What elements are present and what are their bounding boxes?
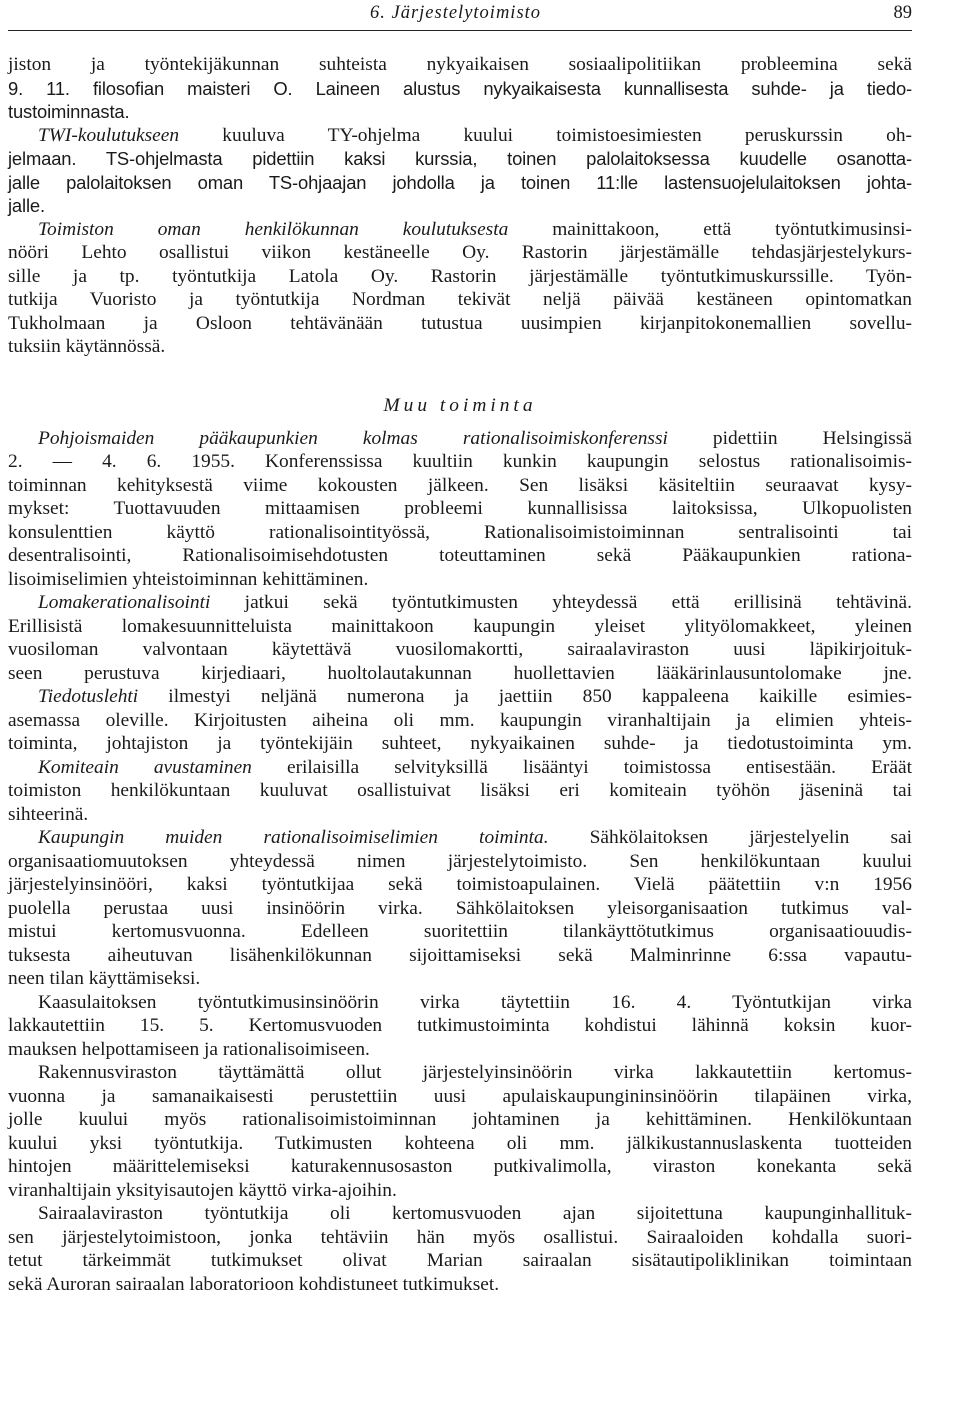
line-text: tuksiin käytännössä.	[8, 336, 166, 357]
line-text: pidettiin Helsingissä	[667, 427, 912, 449]
text-line	[8, 709, 912, 733]
line-text: nööri Lehto osallistui viikon kestäneelle Oy. Rastorin järjestämälle tehdasjärjestelykurs-	[8, 242, 912, 263]
text-line	[8, 1038, 912, 1062]
text-line	[8, 756, 912, 780]
italic-run-in: Kaupungin muiden rationalisoimiselimien toiminta.	[38, 827, 549, 848]
line-text: asemassa oleville. Kirjoitusten aiheina oli mm. kaupungin viranhaltijain ja elimien yhteis-	[8, 709, 912, 731]
line-text: jalle.	[8, 195, 45, 216]
line-text: toiminnan kehityksestä viime kokousten jälkeen. Sen lisäksi käsiteltiin seuraavat kysy-	[8, 474, 912, 496]
line-text: sen järjestelytoimistoon, jonka tehtäviin hän myös osallistui. Sairaaloiden kohdalla suori-	[8, 1226, 912, 1248]
line-text: hintojen määrittelemiseksi katurakennusosaston putkivalimolla, viraston konekanta sekä	[8, 1156, 912, 1177]
line-text: erilaisilla selvityksillä lisääntyi toimistossa entisestään. Eräät	[251, 756, 912, 778]
text-line	[8, 77, 912, 101]
page-number: 89	[893, 3, 912, 23]
line-text: vuosiloman valvontaan käytettävä vuosilomakortti, sairaalaviraston uusi läpikirjoituk-	[8, 639, 912, 660]
text-line	[8, 1273, 912, 1297]
line-text: jolle kuului myös rationalisoimistoiminnan johtaminen ja kehittäminen. Henkilökuntaan	[8, 1109, 912, 1130]
line-text: sekä Auroran sairaalan laboratorioon kohdistuneet tutkimukset.	[8, 1273, 500, 1295]
line-text: 2. — 4. 6. 1955. Konferenssissa kuultiin kunkin kaupungin selostus rationalisoimis-	[8, 451, 912, 472]
line-text: kuului yksi työntutkija. Tutkimusten kohteena oli mm. jälkikustannuslaskenta tuotteiden	[8, 1132, 912, 1154]
line-text: Rakennusviraston täyttämättä ollut järjestelyinsinöörin virka lakkautettiin kertomus-	[38, 1062, 912, 1083]
text-line	[8, 450, 912, 474]
section-heading: Muu toiminta	[383, 394, 537, 416]
text-line	[8, 568, 912, 592]
text-line	[8, 615, 912, 639]
text-line	[8, 1014, 912, 1038]
line-text: jatkui sekä työntutkimusten yhteydessä että erillisinä tehtävinä.	[210, 592, 912, 613]
line-text: sille ja tp. työntutkija Latola Oy. Rastorin järjestämälle työntutkimuskurssille. Työn-	[8, 265, 912, 287]
line-text: tuksesta aiheutuvan lisähenkilökunnan sijoittamiseksi sekä Malminrinne 6:ssa vapautu-	[8, 944, 912, 966]
text-line	[8, 944, 912, 968]
text-line	[8, 171, 912, 195]
line-text: tetut tärkeimmät tutkimukset olivat Marian sairaalan sisätautipoliklinikan toimintaan	[8, 1250, 912, 1271]
text-line	[8, 241, 912, 265]
text-line	[8, 1179, 912, 1203]
text-line	[8, 897, 912, 921]
line-text: Sairaalaviraston työntutkija oli kertomusvuoden ajan sijoitettuna kaupunginhallituk-	[38, 1203, 912, 1224]
line-text: lakkautettiin 15. 5. Kertomusvuoden tutkimustoiminta kohdistui lähinnä koksin kuor-	[8, 1015, 912, 1036]
running-head	[8, 0, 912, 30]
text-line	[8, 850, 912, 874]
line-text: ilmestyi neljänä numerona ja jaettiin 850 kappaleena kaikille esimies-	[138, 686, 912, 707]
italic-run-in: Komiteain avustaminen	[38, 756, 252, 778]
italic-run-in: TWI-koulutukseen	[38, 124, 180, 146]
header-rule	[8, 30, 912, 31]
text-line	[8, 803, 912, 827]
line-text: mykset: Tuottavuuden mittaamisen probleemi kunnallisissa laitoksissa, Ulkopuolisten	[8, 498, 912, 519]
line-text: konsulenttien käyttö rationalisointityössä, Rationalisoimistoiminnan sentralisointi tai	[8, 521, 912, 543]
text-line	[8, 1226, 912, 1250]
text-line	[8, 100, 912, 124]
line-text: Erillisistä lomakesuunnitteluista mainittakoon kaupungin yleiset ylityölomakkeet, yleinen	[8, 615, 912, 637]
text-line	[8, 991, 912, 1015]
line-text: organisaatiomuutoksen yhteydessä nimen järjestelytoimisto. Sen henkilökuntaan kuului	[8, 850, 912, 872]
line-text: tutkija Vuoristo ja työntutkija Nordman tekivät neljä päivää kestäneen opintomatkan	[8, 289, 912, 310]
line-text: toimiston henkilökuntaan kuuluvat osallistuivat lisäksi eri komiteain työhön jäseninä tai	[8, 780, 912, 801]
text-line	[8, 1249, 912, 1273]
line-text: jalle palolaitoksen oman TS-ohjaajan johdolla ja toinen 11:lle lastensuojelulaitoksen johta-	[8, 171, 912, 193]
line-text: jiston ja työntekijäkunnan suhteista nykyaikaisen sosiaalipolitiikan probleemina sekä	[8, 54, 912, 75]
text-line	[8, 732, 912, 756]
text-line	[8, 1085, 912, 1109]
line-text: Sähkölaitoksen järjestelyelin sai	[548, 827, 912, 848]
line-text: Kaasulaitoksen työntutkimusinsinöörin virka täytettiin 16. 4. Työntutkijan virka	[38, 991, 912, 1013]
line-text: tustoiminnasta.	[8, 101, 130, 122]
line-text: kuuluva TY-ohjelma kuului toimistoesimiesten peruskurssin oh-	[179, 124, 912, 146]
body-text	[8, 53, 912, 1296]
text-line	[8, 662, 912, 686]
chapter-title: 6. Järjestelytoimisto	[370, 3, 542, 23]
text-line	[8, 1108, 912, 1132]
text-line	[8, 591, 912, 615]
text-line	[8, 779, 912, 803]
line-text: vuonna ja samanaikaisesti perustettiin uusi apulaiskaupungininsinöörin tilapäinen virka,	[8, 1085, 912, 1107]
line-text: jelmaan. TS-ohjelmasta pidettiin kaksi kurssia, toinen palolaitoksessa kuudelle osanotta-	[8, 148, 912, 169]
text-line	[8, 1132, 912, 1156]
text-line	[8, 1155, 912, 1179]
italic-run-in: Tiedotuslehti	[38, 686, 139, 707]
italic-run-in: Pohjoismaiden pääkaupunkien kolmas rationalisoimiskonferenssi	[38, 427, 668, 449]
line-text: lisoimiselimien yhteistoiminnan kehittäminen.	[8, 568, 369, 590]
text-line	[8, 265, 912, 289]
line-text: järjestelyinsinööri, kaksi työntutkijaa sekä toimistoapulainen. Vielä päätettiin v:n 1956	[8, 874, 912, 895]
text-line	[8, 521, 912, 545]
line-text: Tukholmaan ja Osloon tehtävänään tutustua uusimpien kirjanpitokonemallien sovellu-	[8, 312, 912, 334]
italic-run-in: Lomakerationalisointi	[38, 592, 211, 613]
italic-run-in: Toimiston oman henkilökunnan koulutuksesta	[38, 218, 509, 240]
text-line	[8, 920, 912, 944]
line-text: viranhaltijain yksityisautojen käyttö virka-ajoihin.	[8, 1179, 397, 1201]
text-line	[8, 873, 912, 897]
line-text: mauksen helpottamiseen ja rationalisoimiseen.	[8, 1038, 370, 1060]
text-line	[8, 474, 912, 498]
text-line	[8, 53, 912, 77]
text-line	[8, 638, 912, 662]
line-text: neen tilan käyttämiseksi.	[8, 968, 201, 989]
text-line	[8, 685, 912, 709]
line-text: seen perustuva kirjediaari, huoltolautakunnan huollettavien lääkärinlausuntolomake jne.	[8, 662, 912, 684]
document-page	[8, 0, 912, 1296]
text-line	[8, 967, 912, 991]
text-line	[8, 544, 912, 568]
text-line	[8, 1061, 912, 1085]
text-line	[8, 194, 912, 218]
text-line	[8, 312, 912, 336]
text-line	[8, 288, 912, 312]
text-line	[8, 1202, 912, 1226]
text-line	[8, 147, 912, 171]
line-text: mainittakoon, että työntutkimusinsi-	[508, 218, 912, 240]
line-text: desentralisointi, Rationalisoimisehdotusten toteuttaminen sekä Pääkaupunkien rationa-	[8, 545, 912, 566]
line-text: puolella perustaa uusi insinöörin virka. Sähkölaitoksen yleisorganisaation tutkimus val-	[8, 897, 912, 919]
line-text: 9. 11. filosofian maisteri O. Laineen alustus nykyaikaisesta kunnallisesta suhde- ja tiedo-	[8, 77, 912, 99]
text-line	[8, 427, 912, 451]
text-line	[8, 497, 912, 521]
text-line	[8, 218, 912, 242]
text-line	[8, 826, 912, 850]
line-text: sihteerinä.	[8, 803, 89, 825]
text-line	[8, 335, 912, 359]
line-text: mistui kertomusvuonna. Edelleen suoritettiin tilankäyttötutkimus organisaatiouudis-	[8, 921, 912, 942]
text-line	[8, 124, 912, 148]
line-text: toiminta, johtajiston ja työntekijäin suhteet, nykyaikainen suhde- ja tiedotustoiminta ym.	[8, 733, 912, 754]
